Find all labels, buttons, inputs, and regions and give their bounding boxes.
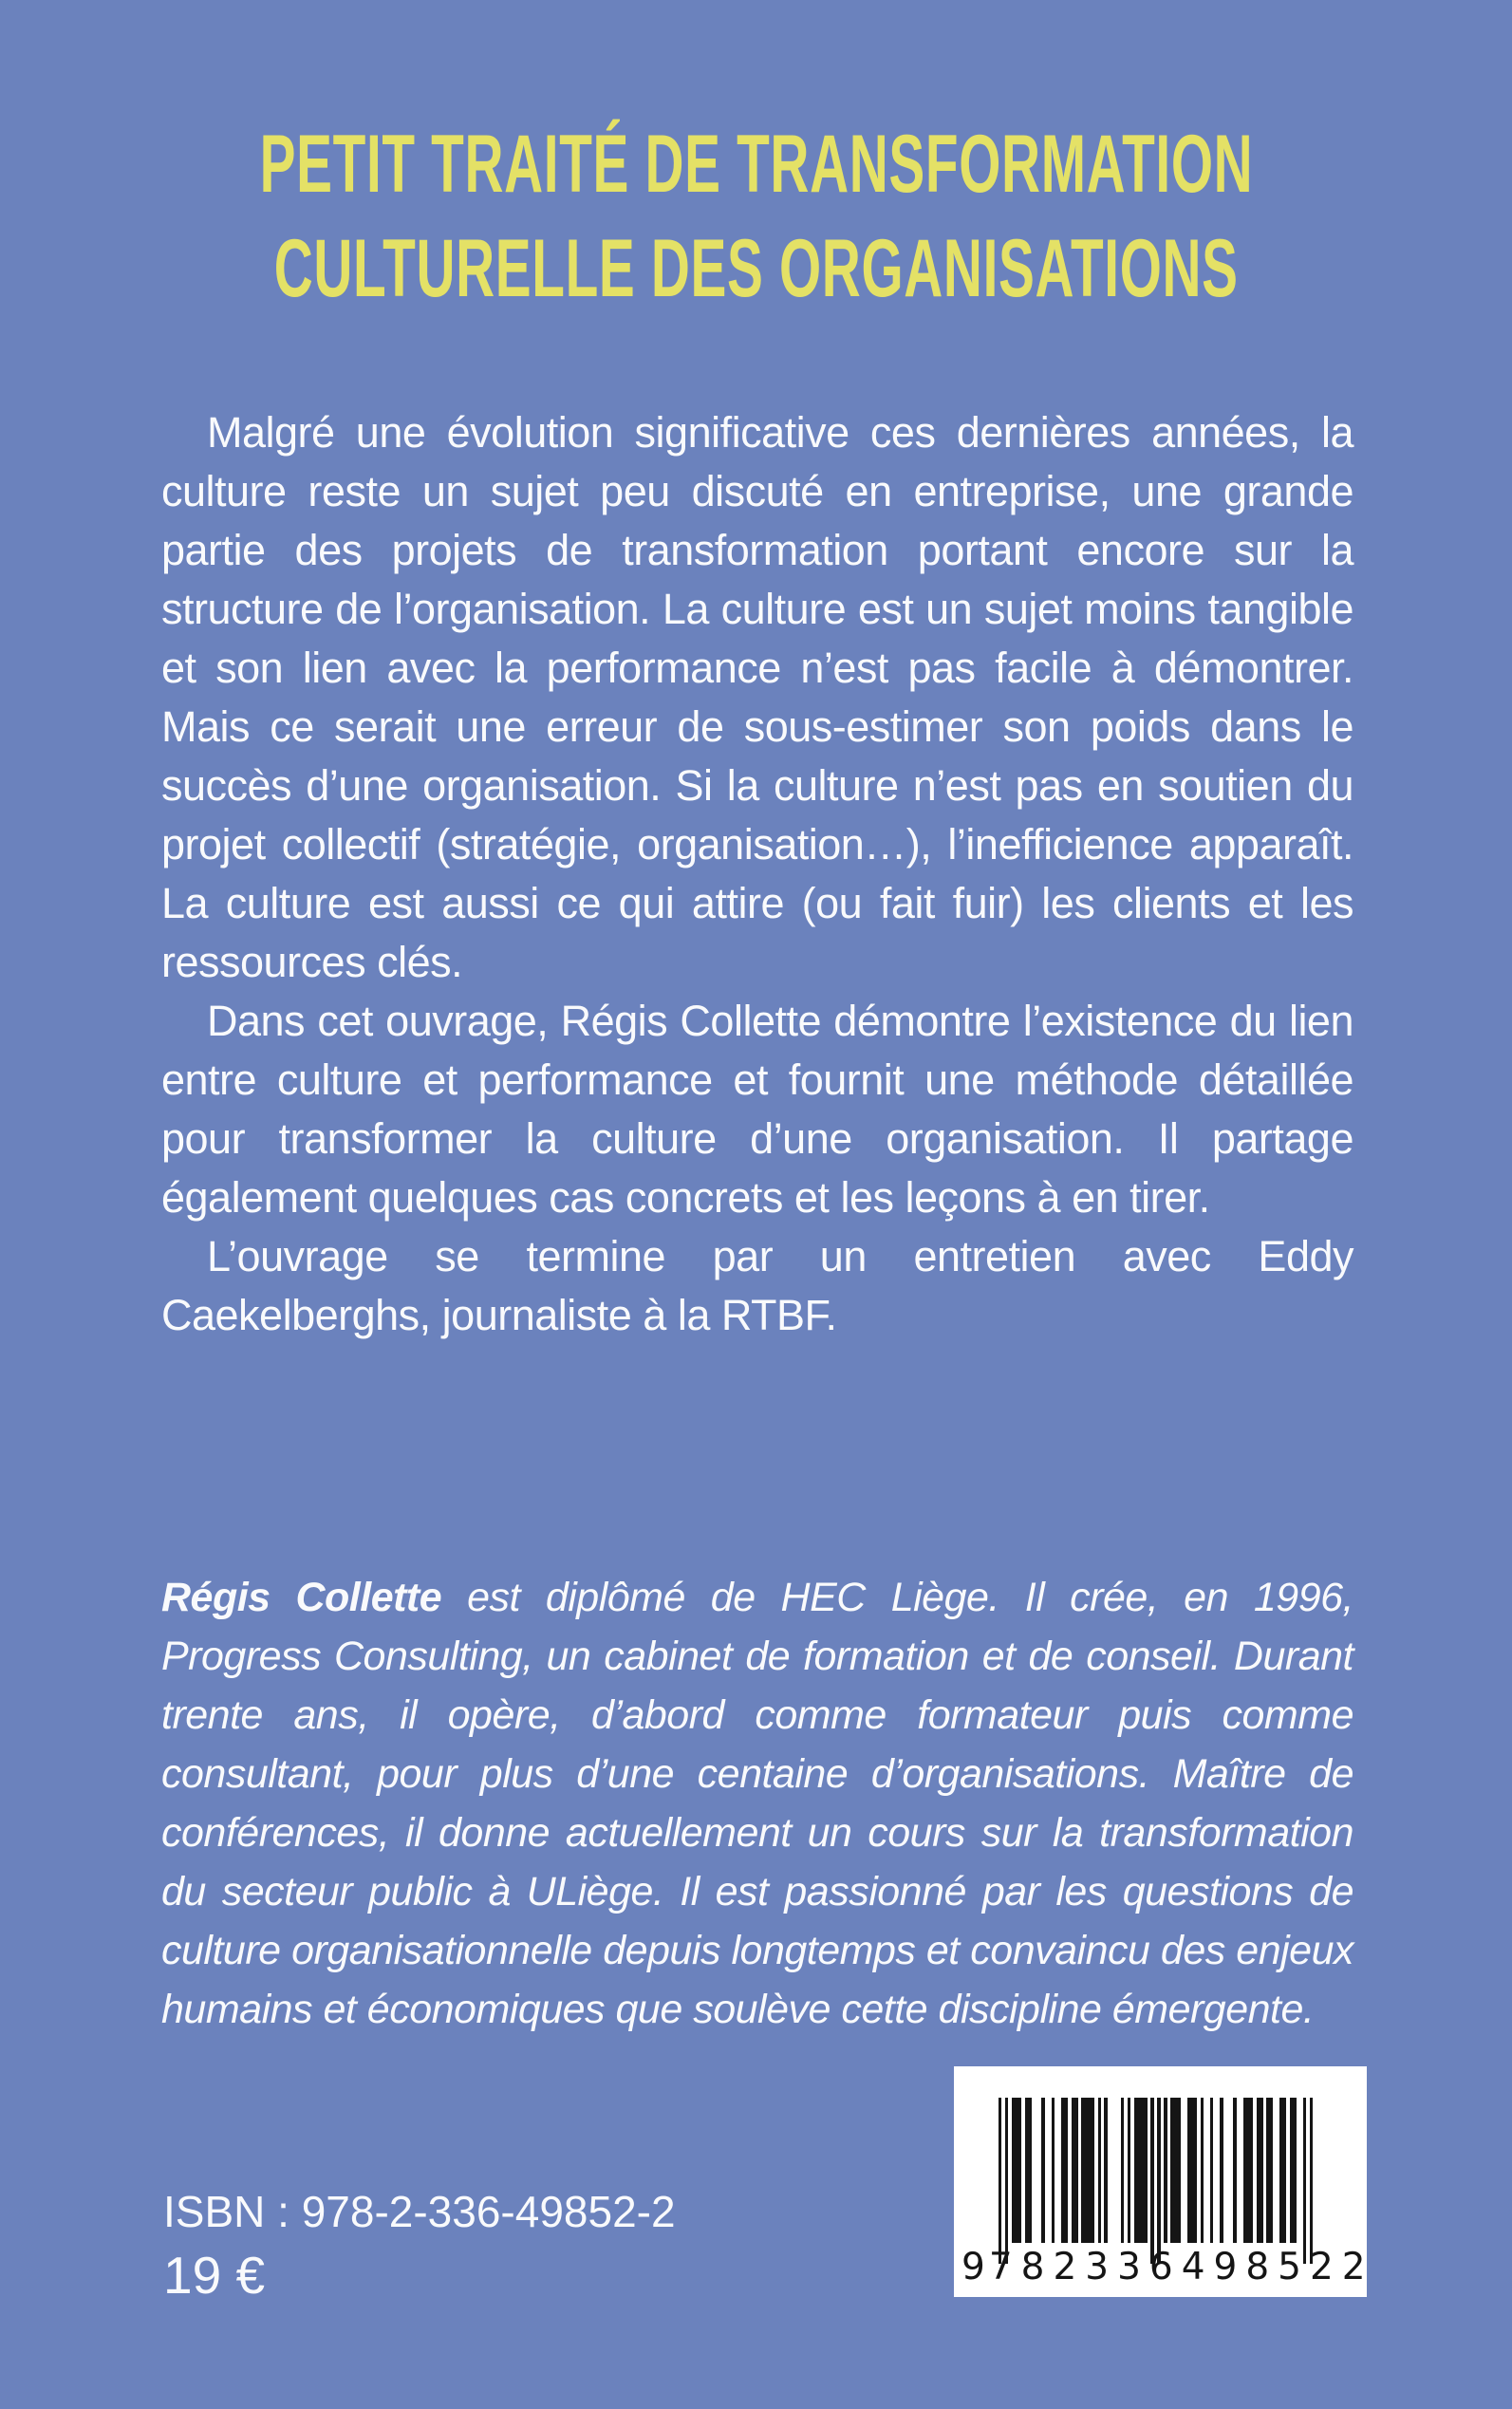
synopsis-paragraph-2: Dans cet ouvrage, Régis Collette démontre l’existence du lien entre culture et performance et fournit une méthode détaillée pour transformer la culture d’une organisation. Il partage également quelques cas concrets et les leçons à en tirer. [161, 997, 1353, 1222]
author-bio-paragraph [161, 1568, 1353, 2039]
book-title [0, 112, 1512, 321]
barcode-bar [1025, 2098, 1032, 2243]
barcode-bar [1170, 2098, 1180, 2243]
barcode-bar [1072, 2098, 1078, 2243]
barcode-bar [1157, 2098, 1160, 2264]
barcode-bar [1243, 2098, 1253, 2243]
barcode-bar [1081, 2098, 1094, 2243]
barcode-bar [1098, 2098, 1101, 2243]
isbn-text: ISBN : 978-2-336-49852-2 [163, 2187, 676, 2236]
barcode-bar [1201, 2098, 1204, 2243]
barcode-bar [1012, 2098, 1021, 2243]
barcode-bar [1220, 2098, 1223, 2243]
barcode-bars [999, 2098, 1313, 2264]
synopsis [161, 403, 1353, 1345]
barcode-bar [1121, 2098, 1124, 2243]
synopsis-paragraph-3: L’ouvrage se termine par un entretien avec Eddy Caekelberghs, journaliste à la RTBF. [161, 1232, 1353, 1339]
barcode-digit-first: 9 [961, 2246, 985, 2288]
barcode-bar [1310, 2098, 1313, 2264]
author-bio-text: est diplômé de HEC Liège. Il crée, en 1996, Progress Consulting, un cabinet de formation et de conseil. Durant trente ans, il opère, d’abord comme formateur puis comme consultant, pour plus d’une centaine d’organisations. Maître de conférences, il donne actuellement un cours sur la transformation du secteur public à ULiège. Il est passionné par les questions de culture organisationnelle depuis longtemps et convaincu des enjeux humains et économiques que soulève cette discipline émergente. [161, 1575, 1353, 2032]
barcode-bar [1303, 2098, 1306, 2264]
barcode-bar [1266, 2098, 1273, 2243]
barcode-digits-left: 782336 [988, 2246, 1182, 2288]
barcode-bar [1164, 2098, 1167, 2243]
price-text: 19 € [163, 2246, 266, 2305]
synopsis-paragraph-1: Malgré une évolution significative ces dernières années, la culture reste un sujet peu discuté en entreprise, une grande partie des projets de transformation portant encore sur la structure de l’organisation. La culture est un sujet moins tangible et son lien avec la performance n’est pas facile à démontrer. Mais ce serait une erreur de sous-estimer son poids dans le succès d’une organisation. Si la culture n’est pas en soutien du projet collectif (stratégie, organisation…), l’inefficience apparaît. La culture est aussi ce qui attire (ou fait fuir) les clients et les ressources clés. [161, 408, 1353, 986]
barcode-bar [1187, 2098, 1197, 2243]
barcode-bar [1134, 2098, 1148, 2243]
barcode-bar [1128, 2098, 1130, 2243]
barcode-digits-right: 498522 [1181, 2246, 1374, 2288]
book-title-line1: PETIT TRAITÉ DE TRANSFORMATION [259, 119, 1253, 210]
barcode-bar [1257, 2098, 1263, 2243]
barcode-bar [1061, 2098, 1068, 2243]
barcode-bar [1233, 2098, 1236, 2243]
barcode [954, 2066, 1374, 2297]
barcode-bar [1290, 2098, 1297, 2243]
barcode-bar [1210, 2098, 1213, 2243]
author-name: Régis Collette [161, 1575, 442, 1620]
barcode-bar [999, 2098, 1001, 2264]
barcode-digits [961, 2246, 1374, 2288]
author-bio [161, 1568, 1353, 2039]
barcode-bar [1150, 2098, 1153, 2264]
barcode-bar [1005, 2098, 1008, 2264]
book-title-line2: CULTURELLE DES ORGANISATIONS [273, 223, 1239, 314]
barcode-bar [1041, 2098, 1044, 2243]
barcode-bar [1279, 2098, 1286, 2243]
barcode-bar [1104, 2098, 1107, 2243]
barcode-bar [1052, 2098, 1055, 2243]
